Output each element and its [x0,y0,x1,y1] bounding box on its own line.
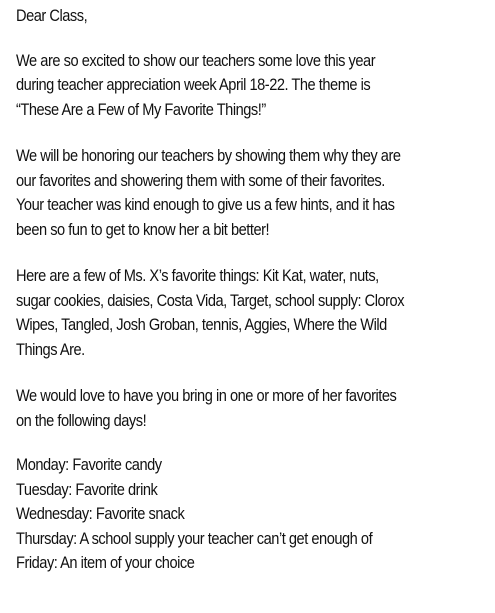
day-item-friday: Friday: An item of your choice [16,553,195,572]
request-paragraph: We would love to have you bring in one or more of her favorites on the following days! [16,386,397,430]
favorites-paragraph: Here are a few of Ms. X’s favorite things: Kit Kat, water, nuts, sugar cookies, daisies, Costa Vida, Target, school supply: Clorox Wipes, Tangled, Josh Groban, tennis, Aggies, Where the Wild Things Are. [16,266,405,359]
day-item-thursday: Thursday: A school supply your teacher can’t get enough of [16,528,373,548]
intro-paragraph: We are so excited to show our teachers some love this year during teacher appreciation week April 18-22. The theme is “These Are a Few of My Favorite Things!” [16,50,376,119]
letter-body [16,4,487,576]
honoring-paragraph: We will be honoring our teachers by showing them why they are our favorites and showering them with some of their favorites. Your teacher was kind enough to give us a few hints, and it has been so fun to get to know her a bit better! [16,146,401,239]
day-item-monday: Monday: Favorite candy [16,455,162,474]
day-item-wednesday: Wednesday: Favorite snack [16,504,185,523]
greeting: Dear Class, [16,6,88,25]
days-list [16,453,487,576]
day-item-tuesday: Tuesday: Favorite drink [16,479,158,499]
